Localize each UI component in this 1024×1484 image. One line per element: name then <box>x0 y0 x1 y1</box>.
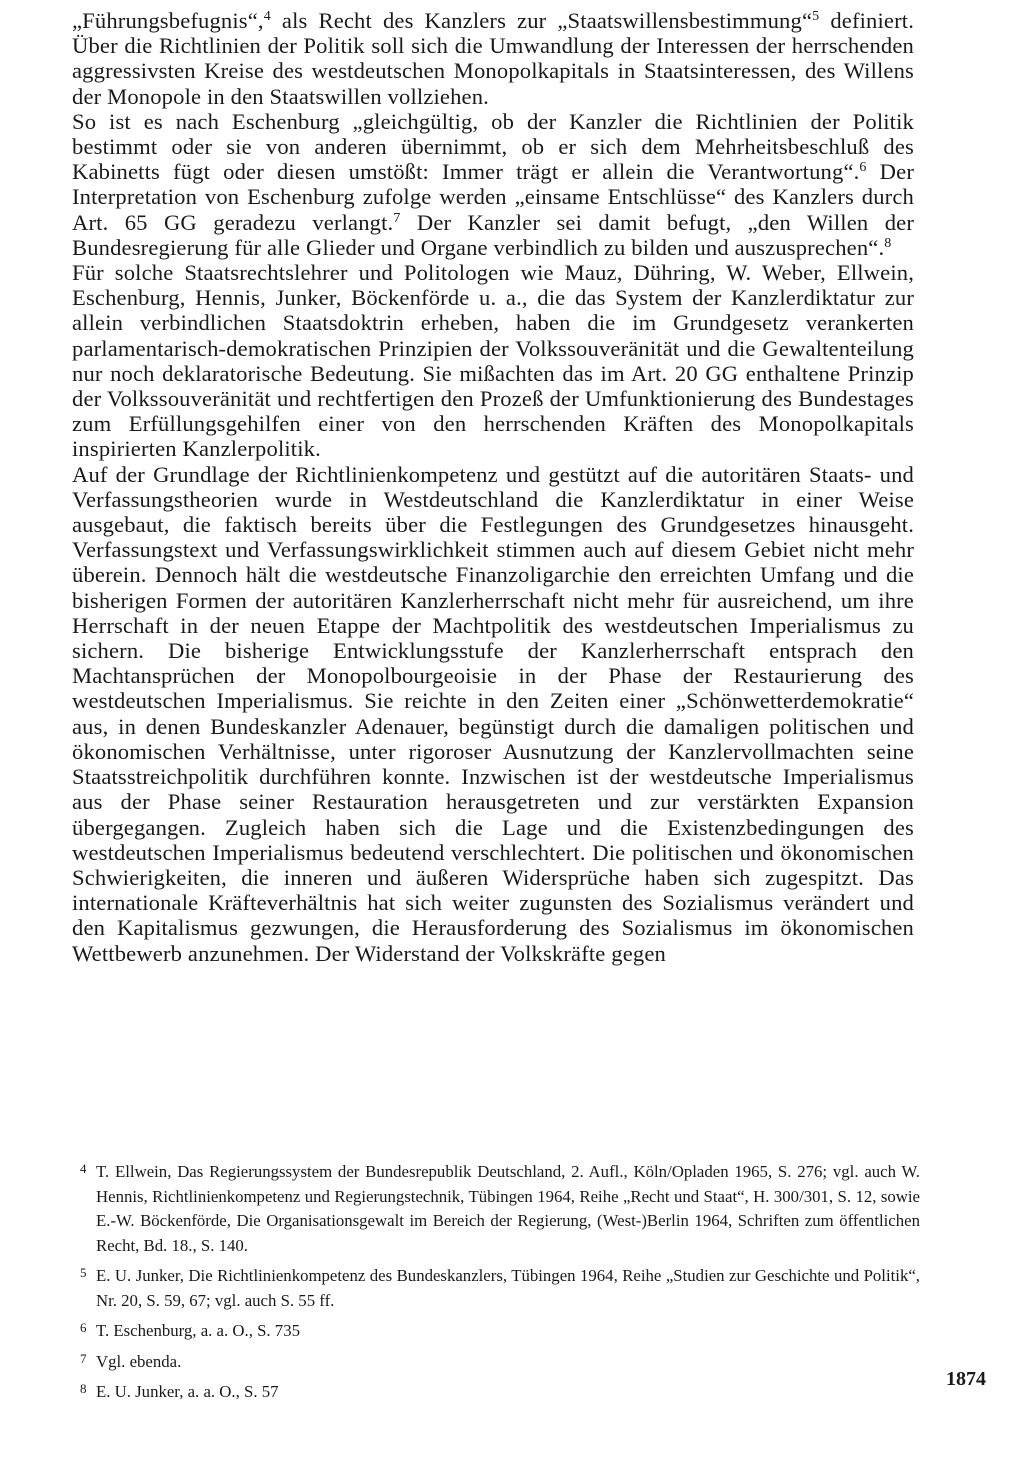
footnote-number: 8 <box>80 1381 87 1396</box>
footnote-number: 7 <box>80 1350 87 1366</box>
footnote-ref-4[interactable]: 4 <box>263 9 271 24</box>
paragraph-4: Auf der Grundlage der Richtlinienkompetenz und gestützt auf die autoritären Staats- und Verfassungstheorien wurde in Westdeutschland die Kanzlerdiktatur in einer Weise ausgebaut, die faktisch bereits über die Festlegungen des Grundgesetzes hinausgeht. Verfassungstext und Verfassungswirklichkeit stimmen auch auf diesem Gebiet nicht mehr überein. Dennoch hält die westdeutsche Finanzoligarchie den erreichten Umfang und die bisherigen Formen der autoritären Kanzlerherrschaft nicht mehr für ausreichend, um ihre Herrschaft in der neuen Etappe der Machtpolitik des westdeutschen Imperialismus zu sichern. Die bisherige Entwicklungsstufe der Kanzlerherrschaft entsprach den Machtansprüchen der Monopolbourgeoisie in der Phase der Restaurierung des westdeutschen Imperialismus. Sie reichte in den Zeiten einer „Schönwetterdemokratie“ aus, in denen Bundeskanzler Adenauer, begünstigt durch die damaligen politischen und ökonomischen Verhältnisse, unter rigoroser Ausnutzung der Kanzlervollmachten seine Staatsstreichpolitik durchführen konnte. Inzwischen ist der westdeutsche Imperialismus aus der Phase seiner Restauration herausgetreten und zur verstärkten Expansion übergegangen. Zugleich haben sich die Lage und die Existenzbedingungen des westdeutschen Imperialismus bedeutend verschlechtert. Die politischen und ökonomischen Schwierigkeiten, die inneren und äußeren Widersprüche haben sich zugespitzt. Das internationale Kräfteverhältnis hat sich weiter zugunsten des Sozialismus verändert und den Kapitalismus gezwungen, die Herausforderung des Sozialismus im ökonomischen Wettbewerb anzunehmen. Der Widerstand der Volkskräfte gegen <box>72 461 914 966</box>
footnote-text: E. U. Junker, Die Richtlinienkompetenz des Bundeskanzlers, Tübingen 1964, Reihe „Studien zur Geschichte und Politik“, Nr. 20, S. 59, 67; vgl. auch S. 55 ff. <box>96 1266 920 1310</box>
page-number: 1874 <box>946 1368 986 1390</box>
footnote-ref-7[interactable]: 7 <box>393 210 401 226</box>
paragraph-2-text-b: Der Interpretation von Eschenburg zufolge werden „einsame Entschlüsse“ des Kanzlers durch Art. 65 GG geradezu verlangt. <box>72 159 914 235</box>
footnote-ref-6[interactable]: 6 <box>859 160 867 176</box>
paragraph-2-text-c: Der Kanzler sei damit befugt, „den Willen der Bundesregierung für alle Glieder und Organe verbindlich zu bilden und auszusprechen“. <box>72 209 914 260</box>
paragraph-1-text-b: als Recht des Kanzlers zur „Staatswillensbestimmung“ <box>270 8 813 33</box>
main-text <box>72 8 914 966</box>
paragraph-1-text-a: „Führungsbefugnis“, <box>72 8 264 33</box>
footnote-text: T. Ellwein, Das Regierungssystem der Bundesrepublik Deutschland, 2. Aufl., Köln/Opladen 1965, S. 276; vgl. auch W. Hennis, Richtlinienkompetenz und Regierungstechnik, Tübingen 1964, Reihe „Recht und Staat“, H. 300/301, S. 12, sowie E.-W. Böckenförde, Die Organisationsgewalt im Bereich der Regierung, (West-)Berlin 1964, Schriften zum öffentlichen Recht, Bd. 18., S. 140. <box>96 1162 920 1255</box>
footnote-4 <box>80 1160 920 1258</box>
paragraph-3: Für solche Staatsrechtslehrer und Politologen wie Mauz, Dühring, W. Weber, Ellwein, Eschenburg, Hennis, Junker, Böckenförde u. a., die das System der Kanzlerdiktatur zur allein verbindlichen Staatsdoktrin erheben, haben die im Grundgesetz verankerten parlamentarisch-demokratischen Prinzipien der Volkssouveränität und die Gewaltenteilung nur noch deklaratorische Bedeutung. Sie mißachten das im Art. 20 GG enthaltene Prinzip der Volkssouveränität und rechtfertigen den Prozeß der Umfunktionierung des Bundestages zum Erfüllungsgehilfen einer von den herrschenden Kräften des Monopolkapitals inspirierten Kanzlerpolitik. <box>72 260 914 462</box>
footnote-text: E. U. Junker, a. a. O., S. 57 <box>96 1382 279 1401</box>
paragraph-2-text-a: So ist es nach Eschenburg „gleichgültig, ob der Kanzler die Richtlinien der Politik bestimmt oder sie von anderen übernimmt, ob er sich dem Mehrheitsbeschluß des Kabinetts fügt oder diesen umstößt: Immer trägt er allein die Verantwortung“. <box>72 108 914 185</box>
footnote-ref-8[interactable]: 8 <box>884 235 892 251</box>
footnote-ref-5[interactable]: 5 <box>812 9 820 24</box>
footnote-number: 4 <box>80 1161 87 1176</box>
footnotes <box>80 1160 920 1411</box>
paragraph-1-text-c: definiert. Über die Richtlinien der Politik soll sich die Umwandlung der Interessen der herrschenden aggressivsten Kreise des westdeutschen Monopolkapitals in Staatsinteressen, des Willens der Monopole in den Staatswillen vollziehen. <box>72 8 914 109</box>
paragraph-2 <box>72 109 914 260</box>
footnote-text: Vgl. ebenda. <box>96 1351 182 1371</box>
footnote-text: T. Eschenburg, a. a. O., S. 735 <box>96 1321 300 1340</box>
footnote-8 <box>80 1380 920 1405</box>
paragraph-1 <box>72 8 914 109</box>
footnote-5 <box>80 1264 920 1313</box>
footnote-7 <box>80 1350 920 1375</box>
footnote-number: 5 <box>80 1265 87 1280</box>
footnote-number: 6 <box>80 1320 87 1335</box>
footnote-6 <box>80 1319 920 1344</box>
